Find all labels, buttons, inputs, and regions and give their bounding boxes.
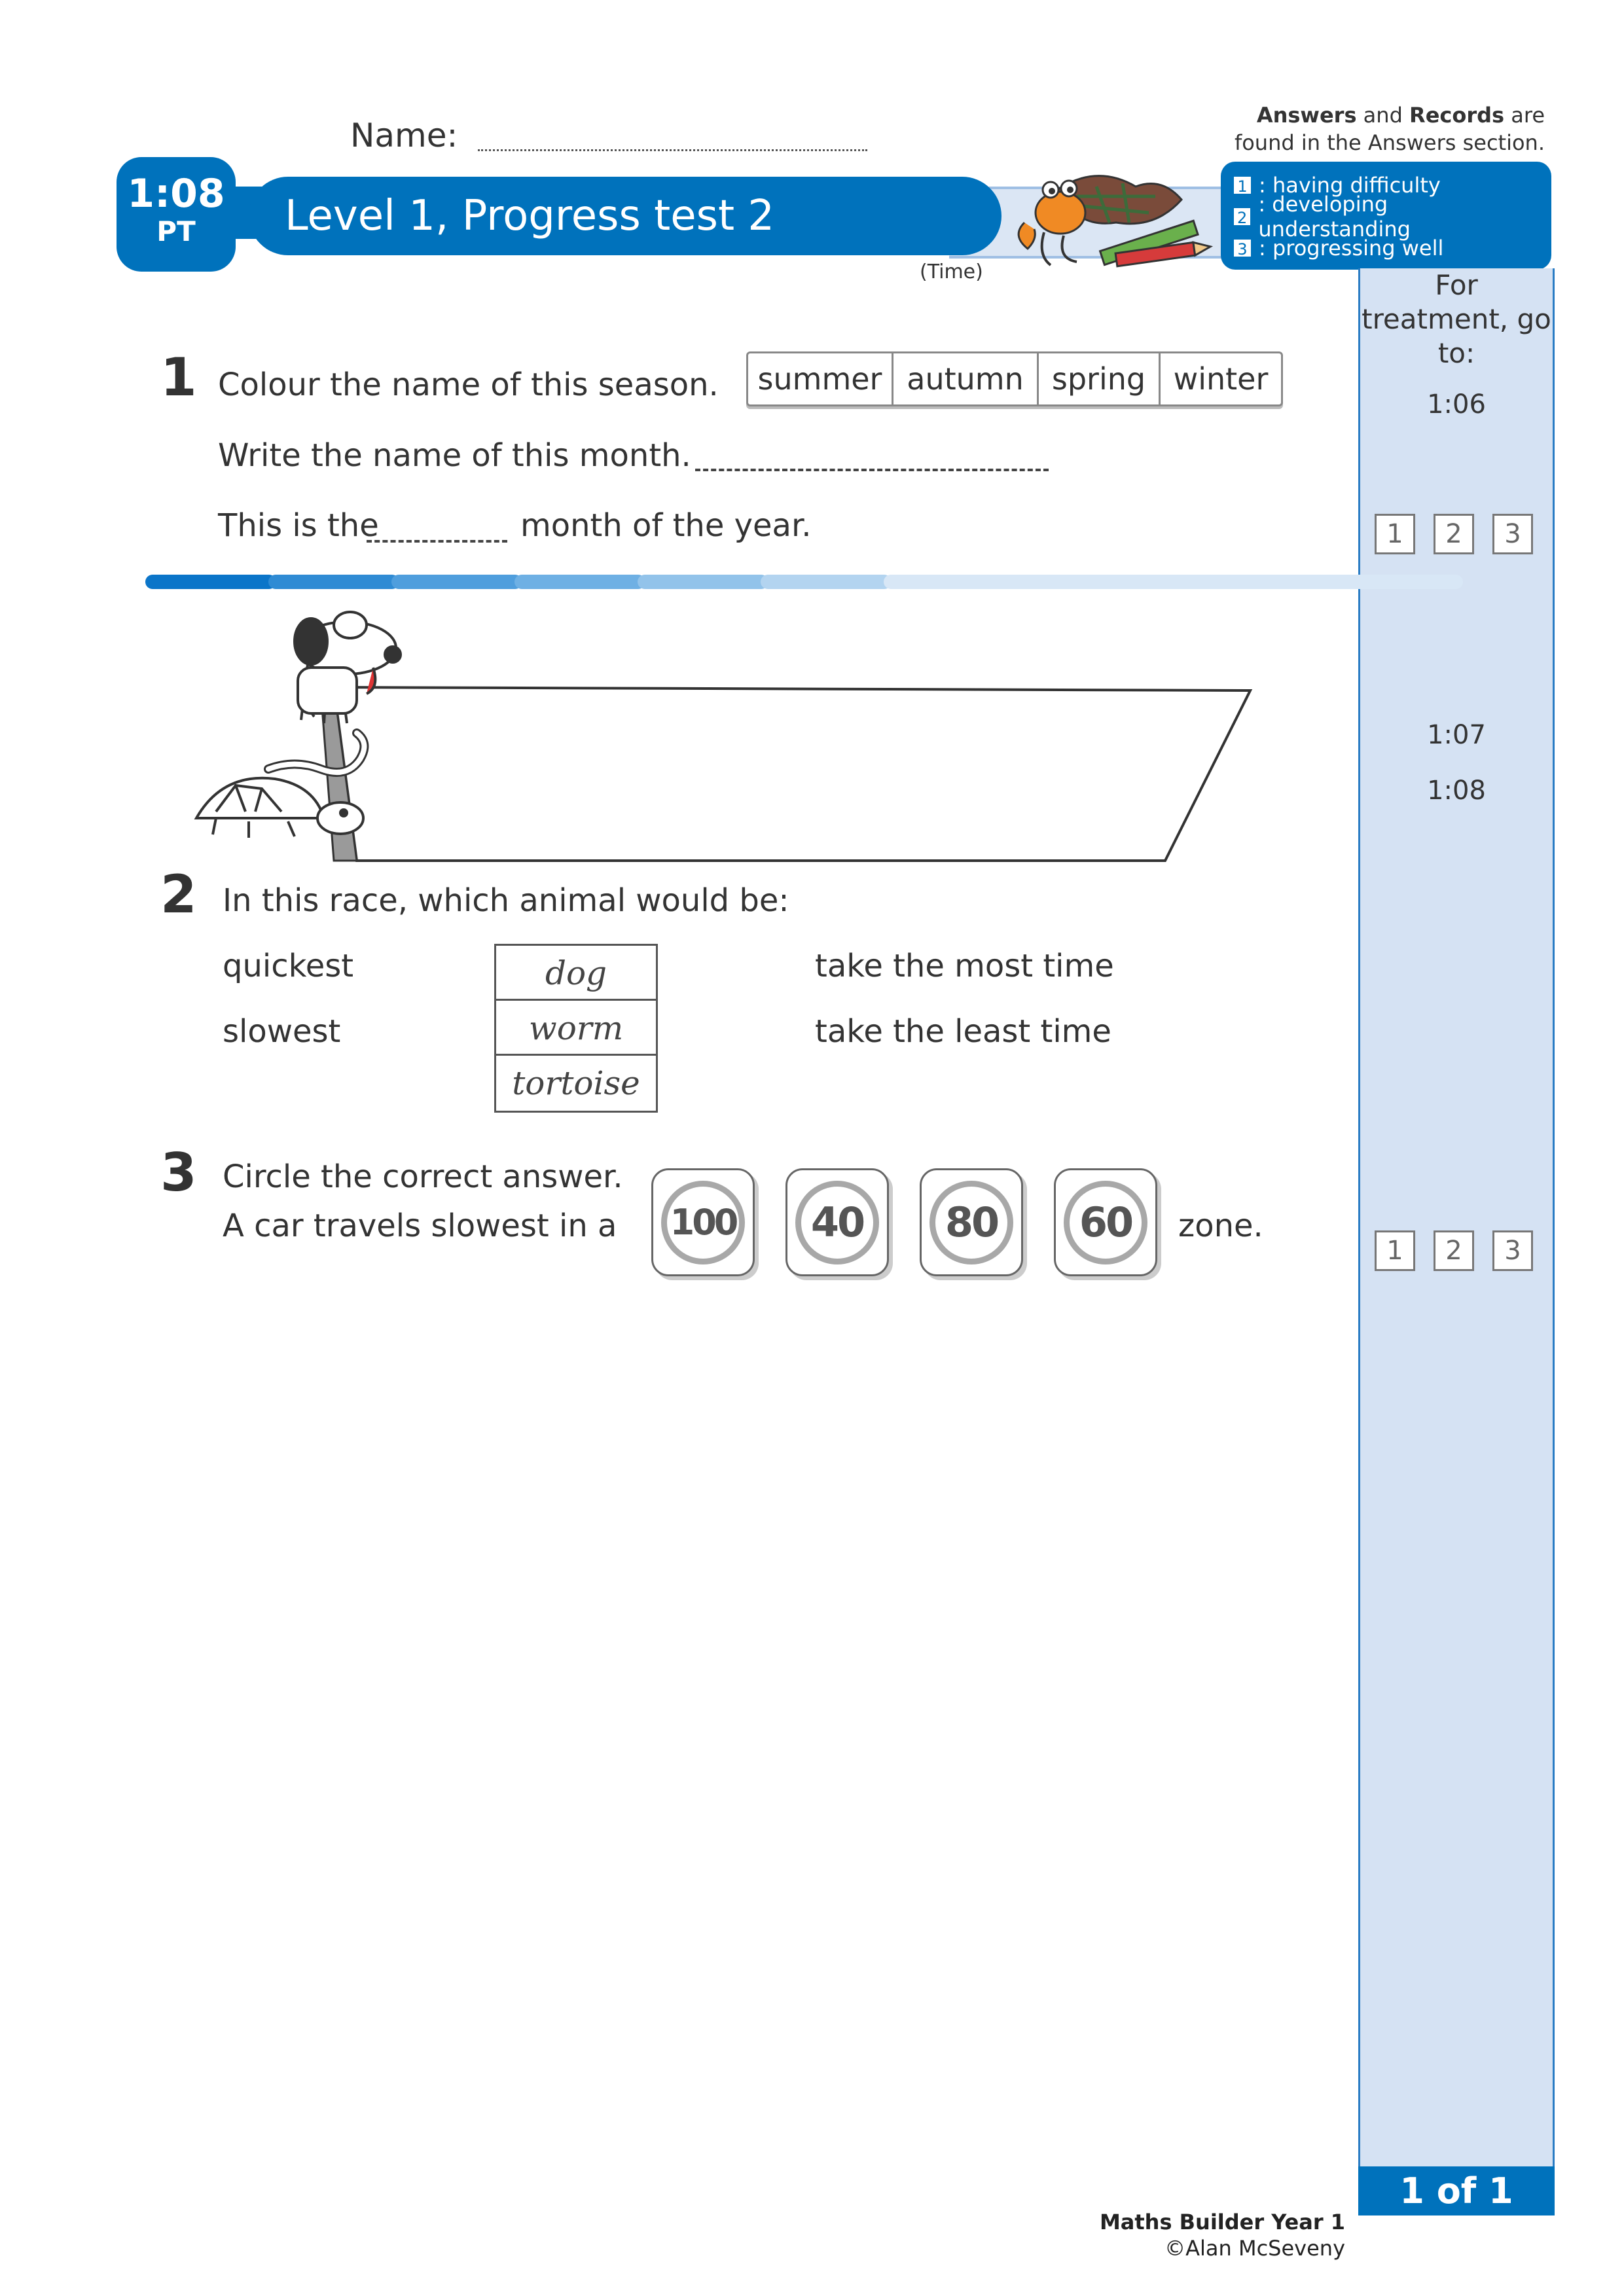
key-num: 2 <box>1233 207 1252 226</box>
q1-position-suffix: month of the year. <box>520 507 812 544</box>
key-num: 1 <box>1233 175 1252 195</box>
key-text: : progressing well <box>1259 236 1444 260</box>
treatment-ref-q2a: 1:07 <box>1427 720 1486 750</box>
page-number: 1 of 1 <box>1358 2166 1555 2215</box>
q2-quickest: quickest <box>223 948 354 984</box>
speed-value: 80 <box>929 1181 1013 1265</box>
q2-most-time: take the most time <box>815 948 1114 984</box>
footer-copyright: ©Alan McSeveny <box>1164 2236 1345 2261</box>
name-label: Name: <box>350 117 458 154</box>
rating-box-3[interactable]: 3 <box>1492 514 1533 554</box>
question-number-1: 1 <box>160 347 197 408</box>
speed-value: 60 <box>1064 1181 1147 1265</box>
q3-prompt: Circle the correct answer. <box>223 1158 623 1195</box>
q2-prompt: In this race, which animal would be: <box>223 882 789 919</box>
key-row-2 <box>1233 192 1540 242</box>
lesson-code-tab <box>117 157 236 272</box>
animal-option-tortoise[interactable]: tortoise <box>512 1064 640 1102</box>
footer <box>1015 2209 1345 2261</box>
speed-sign-40[interactable] <box>785 1168 889 1276</box>
speed-sign-100[interactable] <box>651 1168 755 1276</box>
time-label: (Time) <box>920 260 983 283</box>
q1-month-prompt: Write the name of this month. <box>218 437 691 474</box>
answers-note <box>1191 101 1545 156</box>
rating-boxes-q1 <box>1375 514 1533 554</box>
lesson-code-sub: PT <box>156 215 196 247</box>
page-title: Level 1, Progress test 2 <box>285 192 775 240</box>
treatment-ref-q2b: 1:08 <box>1427 776 1486 806</box>
q1-prompt: Colour the name of this season. <box>218 367 719 403</box>
rating-box-3[interactable]: 3 <box>1492 1230 1533 1271</box>
key-text: : developing understanding <box>1258 192 1411 242</box>
rating-boxes-q2 <box>1375 1230 1533 1271</box>
rating-box-1[interactable]: 1 <box>1375 1230 1415 1271</box>
month-answer-line[interactable] <box>695 469 1049 471</box>
lesson-code: 1:08 <box>127 171 225 217</box>
q3-sentence-suffix: zone. <box>1178 1208 1263 1244</box>
question-number-3: 3 <box>160 1142 197 1203</box>
rating-box-2[interactable]: 2 <box>1434 1230 1474 1271</box>
rating-box-1[interactable]: 1 <box>1375 514 1415 554</box>
answers-word: Answers <box>1256 103 1357 128</box>
animal-option-worm[interactable]: worm <box>496 1001 656 1056</box>
question-number-2: 2 <box>160 864 197 925</box>
footer-book: Maths Builder Year 1 <box>1099 2210 1345 2234</box>
are-word: are <box>1511 103 1545 128</box>
key-num: 3 <box>1233 238 1252 258</box>
treatment-title: For treatment, go to: <box>1362 269 1551 369</box>
rating-box-2[interactable]: 2 <box>1434 514 1474 554</box>
rating-key <box>1221 162 1551 270</box>
q3-sentence-prefix: A car travels slowest in a <box>223 1208 617 1244</box>
animal-answer-table <box>494 944 658 1113</box>
records-word: Records <box>1409 103 1505 128</box>
key-text: : having difficulty <box>1259 173 1441 198</box>
speed-sign-60[interactable] <box>1054 1168 1157 1276</box>
crab-mascot-illustration <box>985 151 1227 281</box>
answers-note-line2: found in the Answers section. <box>1234 130 1545 155</box>
animal-option-dog[interactable]: dog <box>496 946 656 1001</box>
q2-slowest: slowest <box>223 1013 341 1050</box>
speed-value: 40 <box>795 1181 879 1265</box>
speed-value: 100 <box>661 1181 745 1265</box>
and-word: and <box>1363 103 1403 128</box>
section-divider <box>145 575 1455 589</box>
position-answer-line[interactable] <box>367 540 507 543</box>
name-input-line[interactable] <box>478 149 867 151</box>
season-option-winter[interactable]: winter <box>1173 361 1269 397</box>
season-option-spring[interactable]: spring <box>1039 353 1161 404</box>
season-option-summer[interactable]: summer <box>748 353 893 404</box>
q1-position-prefix: This is the <box>218 507 379 544</box>
race-illustration <box>183 602 1283 870</box>
season-options <box>746 351 1283 406</box>
speed-sign-80[interactable] <box>920 1168 1023 1276</box>
treatment-ref-q1: 1:06 <box>1427 389 1486 420</box>
season-option-autumn[interactable]: autumn <box>893 353 1039 404</box>
q2-least-time: take the least time <box>815 1013 1111 1050</box>
